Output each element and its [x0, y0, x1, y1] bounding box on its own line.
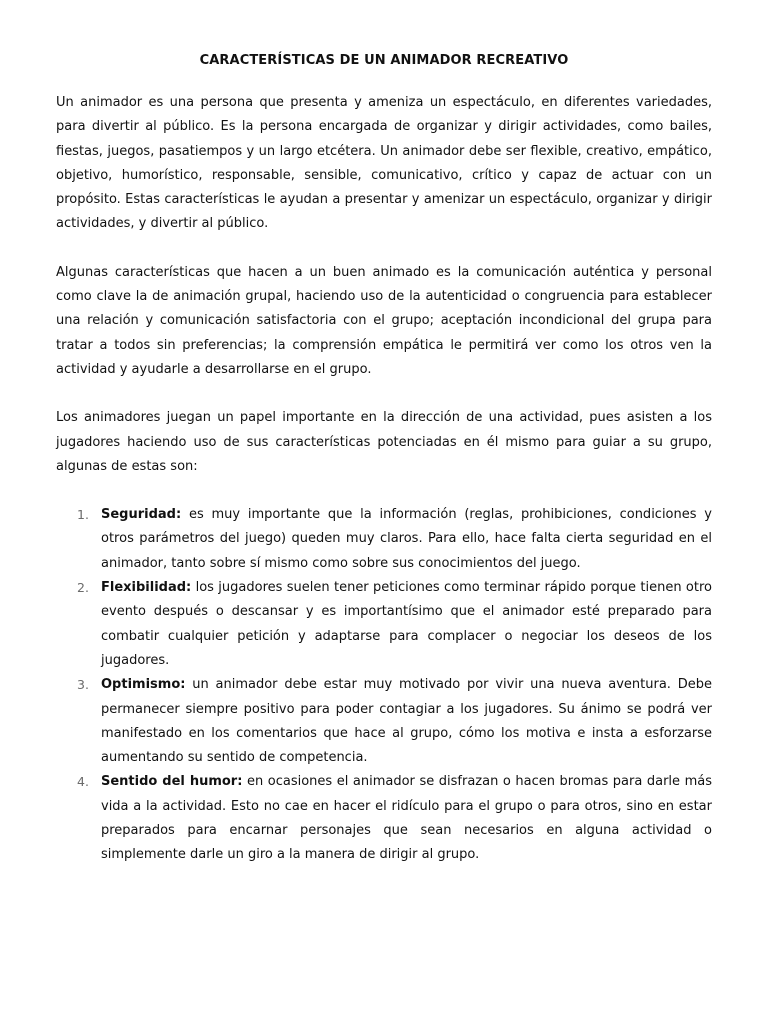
paragraph-role: Los animadores juegan un papel importante en la dirección de una actividad, pues asisten a los jugadores haciendo uso de sus características potenciadas en él mismo para guiar a su grupo, algunas de estas son:: [56, 410, 712, 474]
list-item-flexibilidad: [56, 576, 712, 673]
list-term: Seguridad:: [101, 507, 182, 523]
list-term: Sentido del humor:: [101, 774, 243, 790]
list-item-sentido-del-humor: [56, 770, 712, 867]
list-item-seguridad: [56, 503, 712, 576]
list-text: un animador debe estar muy motivado por vivir una nueva aventura. Debe permanecer siempre positivo para poder contagiar a los jugadores. Su ánimo se podrá ver manifestado en los comentarios que hace al grupo, cómo los motiva e insta a esforzarse aumentando su sentido de competencia.: [101, 677, 712, 766]
list-item-optimismo: [56, 673, 712, 770]
list-term: Optimismo:: [101, 677, 186, 693]
paragraph-intro: Un animador es una persona que presenta y ameniza un espectáculo, en diferentes variedades, para divertir al público. Es la persona encargada de organizar y dirigir actividades, como bailes, fiestas, juegos, pasatiempos y un largo etcétera. Un animador debe ser flexible, creativo, empático, objetivo, humorístico, responsable, sensible, comunicativo, crítico y capaz de actuar con un propósito. Estas características le ayudan a presentar y amenizar un espectáculo, organizar y dirigir actividades, y divertir al público.: [56, 95, 712, 232]
list-term: Flexibilidad:: [101, 580, 192, 596]
list-number: 1.: [77, 507, 89, 523]
list-text: en ocasiones el animador se disfrazan o hacen bromas para darle más vida a la actividad. Esto no cae en hacer el ridículo para el grupo o para otros, sino en estar preparados para encarnar personajes que sean necesarios en alguna actividad o simplemente darle un giro a la manera de dirigir al grupo.: [101, 774, 712, 863]
list-number: 2.: [77, 580, 89, 596]
list-text: es muy importante que la información (reglas, prohibiciones, condiciones y otros parámetros del juego) queden muy claros. Para ello, hace falta cierta seguridad en el animador, tanto sobre sí mismo como sobre sus conocimientos del juego.: [101, 507, 712, 571]
document-title: CARACTERÍSTICAS DE UN ANIMADOR RECREATIVO: [199, 53, 569, 68]
document-page: [56, 51, 712, 868]
list-number: 4.: [77, 774, 89, 790]
paragraph-qualities: Algunas características que hacen a un buen animado es la comunicación auténtica y personal como clave la de animación grupal, haciendo uso de la autenticidad o congruencia para establecer una relación y comunicación satisfactoria con el grupo; aceptación incondicional del grupa para tratar a todos sin preferencias; la comprensión empática le permitirá ver como los otros ven la actividad y ayudarle a desarrollarse en el grupo.: [56, 264, 712, 377]
characteristics-list: [56, 503, 712, 867]
list-text: los jugadores suelen tener peticiones como terminar rápido porque tienen otro evento después o descansar y es importantísimo que el animador esté preparado para combatir cualquier petición y adaptarse para complacer o negociar los deseos de los jugadores.: [101, 580, 712, 668]
list-number: 3.: [77, 677, 89, 693]
